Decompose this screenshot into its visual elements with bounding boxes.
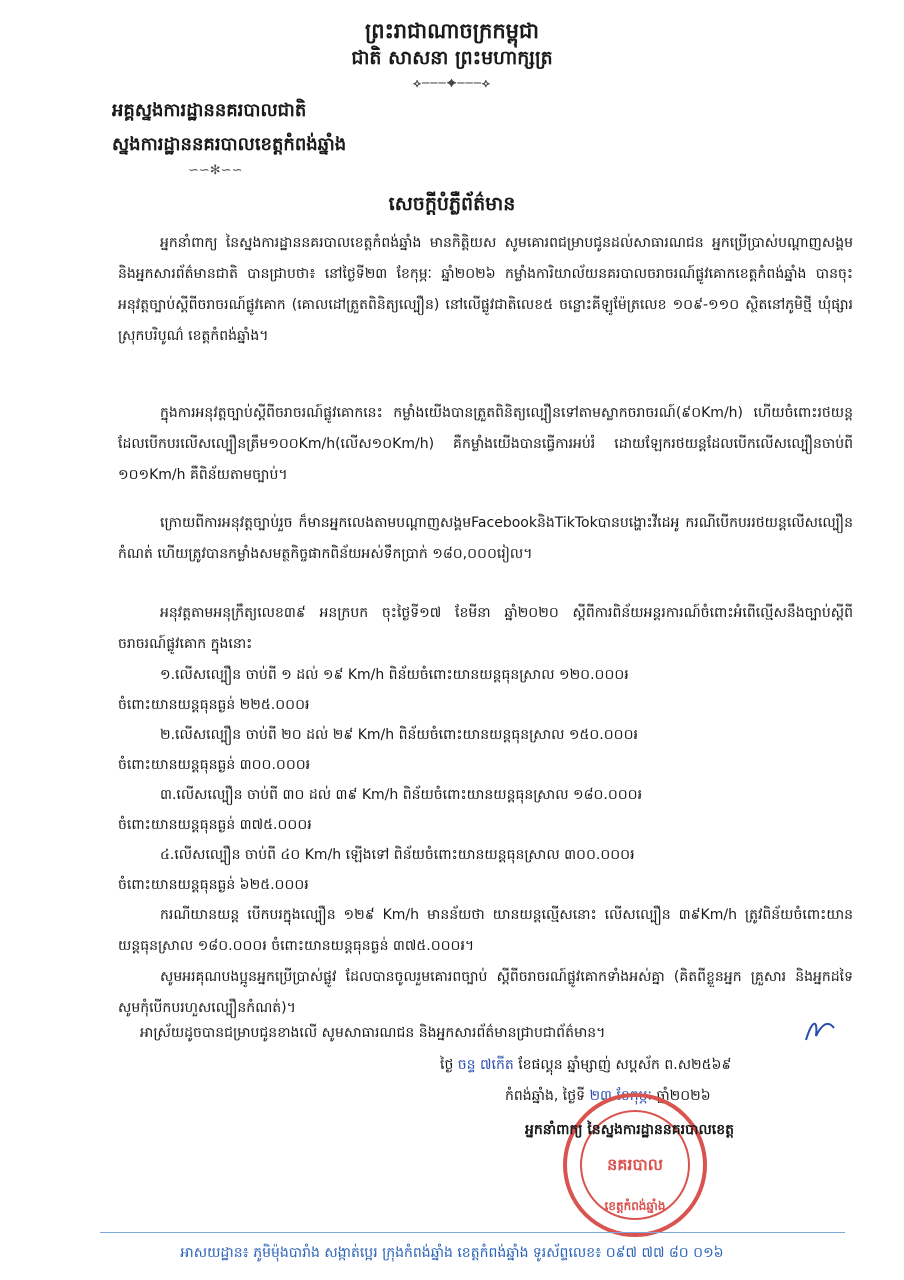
official-seal xyxy=(560,1090,710,1240)
lunar-day: ចន្ទ ៧កើត xyxy=(457,1057,514,1073)
seal-bottom-text: ខេត្តកំពង់ឆ្នាំង xyxy=(604,1199,666,1213)
fine-light-vehicle: ១.លើសល្បឿន ចាប់ពី ១ ដល់ ១៩ Km/h ពិន័យចំពោះយានយន្តធុនស្រាល ១២០.០០០៛ xyxy=(160,667,629,683)
seal-center-text: នគរបាល xyxy=(607,1155,663,1174)
fine-item-4 xyxy=(118,840,853,871)
paragraph-closing: អាស្រ័យដូចបានជម្រាបជូនខាងលើ សូមសាធារណជន និងអ្នកសារព័ត៌មានជ្រាបជាព័ត៌មាន។ xyxy=(140,1025,606,1041)
header-ornament: ⟡───✦───⟡ xyxy=(413,76,491,90)
fine-item-2 xyxy=(118,720,853,751)
ministry-ornament: ∽∽✻∽∽ xyxy=(188,163,243,178)
fine-item-4-heavy: ចំពោះយានយន្តធុនធ្ងន់ ៦២៥.០០០៛ xyxy=(118,877,309,893)
signer-title: អ្នកនាំពាក្យ នៃស្នងការដ្ឋាននគរបាលខេត្ត xyxy=(525,1122,734,1138)
fine-item-1 xyxy=(118,660,853,691)
general-commissariat: អគ្គស្នងការដ្ឋាននគរបាលជាតិ xyxy=(112,100,307,121)
fine-light-vehicle: ២.លើសល្បឿន ចាប់ពី ២០ ដល់ ២៩ Km/h ពិន័យចំពោះយានយន្តធុនស្រាល ១៥០.០០០៛ xyxy=(160,727,638,743)
fine-item-3-heavy: ចំពោះយានយន្តធុនធ្ងន់ ៣៧៥.០០០៛ xyxy=(118,817,312,833)
paragraph-social-media: ក្រោយពីការអនុវត្តច្បាប់រួច ក៏មានអ្នកលេងតាមបណ្តាញសង្គមFacebookនិងTikTokបានបង្ហោះវីដេអូ ករណីបើកបររថយន្តលើសល្បឿនកំណត់ ហើយត្រូវបានកម្លាំងសមត្ថកិច្ចផាកពិន័យអស់ទឹកប្រាក់ ១៨០,០០០រៀល។ xyxy=(118,515,853,562)
fine-light-vehicle: ៣.លើសល្បឿន ចាប់ពី ៣០ ដល់ ៣៩ Km/h ពិន័យចំពោះយានយន្តធុនស្រាល ១៨០.០០០៛ xyxy=(160,787,643,803)
provincial-commissariat: ស្នងការដ្ឋាននគរបាលខេត្តកំពង់ឆ្នាំង xyxy=(112,134,347,155)
footer-address: អាសយដ្ឋាន៖ ភូមិម៉ុងបារាំង សង្កាត់ប្អេរ ក្រុងកំពង់ឆ្នាំង ខេត្តកំពង់ឆ្នាំង ទូរស័ព្ទលេខ៖ ០៩៧ ៧៧ ៨០ ០១៦ xyxy=(180,1245,724,1261)
solar-day: ២៣ xyxy=(589,1088,613,1104)
lunar-date-rest: ខែផល្គុន ឆ្នាំម្សាញ់ សប្តស័ក ព.ស២៥៦៩ xyxy=(518,1057,732,1073)
fine-item-3 xyxy=(118,780,853,811)
paragraph-thanks: សូមអរគុណបងប្អូនអ្នកប្រើប្រាស់ផ្លូវ ដែលបានចូលរួមគោរពច្បាប់ ស្តីពីចរាចរណ៍ផ្លូវគោកទាំងអស់គ្នា (គិតពីខ្លួនអ្នក គ្រួសារ និងអ្នកដទៃ សូមកុំបើកបរហួសល្បឿនកំណត់)។ xyxy=(118,969,853,1016)
solar-month: ខែកុម្ភៈ xyxy=(616,1088,652,1104)
national-motto: ជាតិ សាសនា ព្រះមហាក្សត្រ xyxy=(351,47,553,69)
footer-divider xyxy=(100,1232,845,1233)
lunar-date xyxy=(440,1055,731,1076)
kingdom-heading: ព្រះរាជាណាចក្រកម្ពុជា xyxy=(364,18,539,43)
solar-year: ឆ្នាំ២០២៦ xyxy=(656,1088,711,1104)
document-title: សេចក្តីបំភ្លឺព័ត៌មាន xyxy=(388,193,516,215)
lunar-date-prefix: ថ្ងៃ xyxy=(440,1057,454,1073)
signature-mark xyxy=(800,1010,840,1050)
fine-item-1-heavy: ចំពោះយានយន្តធុនធ្ងន់ ២២៥.០០០៛ xyxy=(118,697,310,713)
paragraph-subdecree: អនុវត្តតាមអនុក្រឹត្យលេខ៣៩ អនក្របក ចុះថ្ងៃទី១៧ ខែមីនា ឆ្នាំ២០២០ ស្តីពីការពិន័យអន្តរការណ៍ចំពោះអំពើល្មើសនឹងច្បាប់ស្តីពីចរាចរណ៍ផ្លូវគោក ក្នុងនោះ xyxy=(118,605,853,652)
paragraph-enforcement: ក្នុងការអនុវត្តច្បាប់ស្តីពីចរាចរណ៍ផ្លូវគោកនេះ កម្លាំងយើងបានត្រួតពិនិត្យល្បឿនទៅតាមស្លាកចរាចរណ៍(៩០Km/h) ហើយចំពោះរថយន្តដែលបើកបរលើសល្បឿនត្រឹម១០០Km/h(លើស១០Km/h) គឺកម្លាំងយើងបានធ្វើការអប់រំ ដោយឡែករថយន្តដែលបើកលើសល្បឿនចាប់ពី ១០១Km/h គឺពិន័យតាមច្បាប់។ xyxy=(118,405,853,483)
solar-date-prefix: កំពង់ឆ្នាំង, ថ្ងៃទី xyxy=(505,1088,585,1104)
paragraph-incident: អ្នកនាំពាក្យ នៃស្នងការដ្ឋាននគរបាលខេត្តកំពង់ឆ្នាំង មានកិត្តិយស សូមគោរពជម្រាបជូនដល់សាធារណជន អ្នកប្រើប្រាស់បណ្តាញសង្គម និងអ្នកសារព័ត៌មានជាតិ បានជ្រាបថា៖ នៅថ្ងៃទី២៣ ខែកុម្ភៈ ឆ្នាំ២០២៦ កម្លាំងការិយាល័យនគរបាលចរាចរណ៍ផ្លូវគោកខេត្តកំពង់ឆ្នាំង បានចុះអនុវត្តច្បាប់ស្តីពីចរាចរណ៍ផ្លូវគោក (គោលដៅត្រួតពិនិត្យល្បឿន) នៅលើផ្លូវជាតិលេខ៥ ចន្លោះគីឡូម៉ែត្រលេខ ១០៩-១១០ ស្ថិតនៅភូមិថ្មី ឃុំផ្សារ ស្រុកបរិបូណ៌ ខេត្តកំពង់ឆ្នាំង។ xyxy=(118,235,853,344)
fine-item-2-heavy: ចំពោះយានយន្តធុនធ្ងន់ ៣០០.០០០៛ xyxy=(118,757,311,773)
paragraph-example: ករណីយានយន្ត បើកបរក្នុងល្បឿន ១២៩ Km/h មានន័យថា យានយន្តល្មើសនោះ លើសល្បឿន ៣៩Km/h ត្រូវពិន័យចំពោះយានយន្តធុនស្រាល ១៨០.០០០៛ ចំពោះយានយន្តធុនធ្ងន់ ៣៧៥.០០០៛។ xyxy=(118,907,853,954)
fine-light-vehicle: ៤.លើសល្បឿន ចាប់ពី ៤០ Km/h ឡើងទៅ ពិន័យចំពោះយានយន្តធុនស្រាល ៣០០.០០០៛ xyxy=(160,847,635,863)
